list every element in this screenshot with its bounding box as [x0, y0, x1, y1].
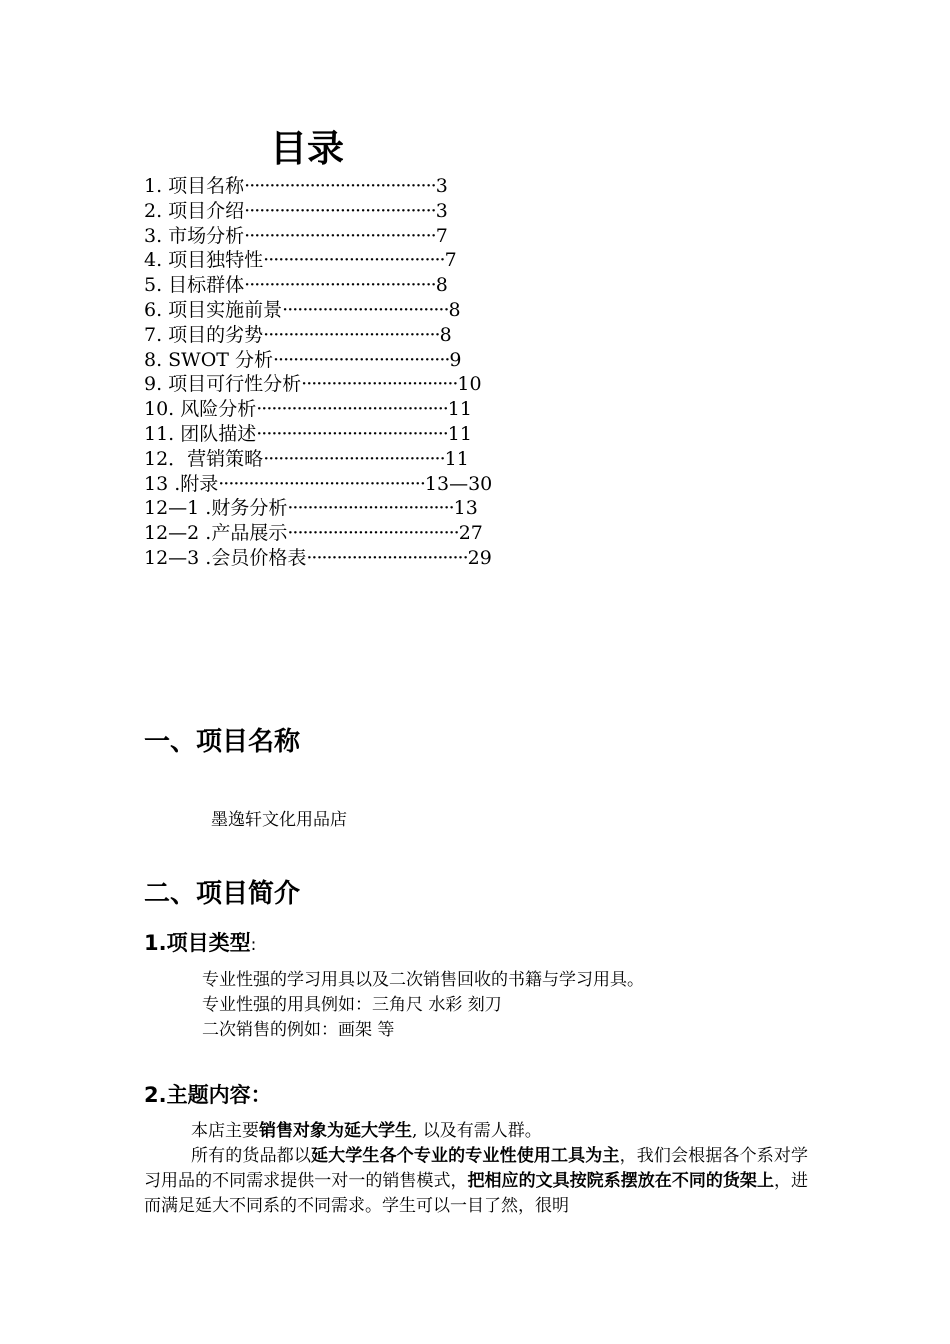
toc-entry-label: 11. 团队描述 [144, 422, 257, 445]
toc-entry-leader: ······································ [256, 398, 448, 421]
project-type-line-1: 专业性强的学习用具以及二次销售回收的书籍与学习用具。 [202, 970, 644, 990]
toc-entry-leader: ······································ [256, 422, 448, 445]
theme-p2-bold-2: 把相应的文具按院系摆放在不同的货架上 [467, 1171, 774, 1191]
toc-entry-label: 4. 项目独特性 [144, 249, 264, 272]
toc-entry[interactable] [144, 422, 614, 447]
toc-entry[interactable] [144, 546, 614, 571]
toc-entry-page: 9 [449, 348, 462, 371]
toc-entry-label: 12．营销策略 [144, 447, 264, 470]
toc-entry[interactable] [144, 472, 614, 497]
subheading-project-type-suffix: : [250, 935, 257, 955]
toc-entry-leader: ······································ [244, 199, 436, 222]
toc-entry-label: 1. 项目名称 [144, 175, 245, 197]
toc-entry-leader: ·································· [287, 522, 459, 545]
toc-entry-leader: ······································ [244, 274, 436, 297]
theme-paragraph-1 [144, 1119, 808, 1144]
toc-entry-label: 10. 风险分析 [144, 398, 257, 421]
section-heading-project-intro: 二、项目简介 [144, 879, 301, 909]
subheading-project-type-label: 1.项目类型 [144, 931, 251, 955]
toc-entry[interactable] [144, 273, 614, 298]
theme-p1-text-1: 本店主要 [191, 1121, 259, 1141]
toc-entry-leader: ································· [287, 497, 454, 520]
toc-entry-page: 10 [457, 373, 482, 396]
toc-entry-leader: ··································· [273, 348, 450, 371]
toc-entry-leader: ······································ [244, 224, 436, 247]
toc-entry-page: 7 [444, 249, 457, 272]
toc-entry-label: 2. 项目介绍 [144, 199, 245, 222]
toc-entry[interactable] [144, 348, 614, 373]
toc-entry[interactable] [144, 372, 614, 397]
theme-p1-text-2: , 以及有需人群。 [412, 1121, 542, 1141]
toc-entry-page: 13—30 [424, 472, 493, 495]
toc-entry-leader: ································· [282, 298, 449, 321]
toc-entry-page: 29 [467, 546, 492, 569]
theme-content-body [144, 1119, 808, 1219]
toc-entry-label: 7. 项目的劣势 [144, 323, 264, 346]
toc-title: 目录 [270, 127, 344, 170]
toc-entry[interactable] [144, 174, 614, 199]
toc-entry-page: 8 [448, 298, 461, 321]
theme-p1-bold-1: 销售对象为延大学生 [259, 1121, 412, 1141]
toc-entry-leader: ···································· [263, 447, 445, 470]
toc-entry-label: 13 .附录 [144, 472, 219, 495]
toc-entry-label: 3. 市场分析 [144, 224, 245, 247]
toc-entry-label: 5. 目标群体 [144, 274, 245, 297]
project-type-line-3: 二次销售的例如：画架 等 [202, 1020, 395, 1040]
toc-entry[interactable] [144, 521, 614, 546]
project-name-text: 墨逸轩文化用品店 [211, 810, 347, 830]
theme-p2-text-2: ，我们会根据各个系对学习用品的不同需求提供一对一的销售模式， [144, 1146, 809, 1191]
section-heading-project-name: 一、项目名称 [144, 727, 301, 757]
toc-entry-label: 12—1 .财务分析 [144, 497, 288, 520]
toc-entry-label: 6. 项目实施前景 [144, 298, 283, 321]
table-of-contents [144, 174, 614, 571]
toc-entry-page: 8 [439, 323, 452, 346]
toc-entry-page: 3 [435, 175, 448, 197]
project-type-line-2: 专业性强的用具例如：三角尺 水彩 刻刀 [202, 995, 502, 1015]
toc-entry-page: 3 [435, 199, 448, 222]
toc-entry[interactable] [144, 224, 614, 249]
toc-entry[interactable] [144, 447, 614, 472]
toc-entry-page: 13 [453, 497, 478, 520]
toc-entry-page: 27 [458, 522, 483, 545]
toc-entry-page: 8 [435, 274, 448, 297]
toc-entry[interactable] [144, 496, 614, 521]
toc-entry-page: 11 [447, 422, 472, 445]
toc-entry-page: 11 [444, 447, 469, 470]
subheading-project-type [144, 929, 256, 959]
theme-p2-text-1: 所有的货品都以 [191, 1146, 311, 1166]
toc-entry[interactable] [144, 323, 614, 348]
toc-entry-label: 9. 项目可行性分析 [144, 373, 302, 396]
toc-entry-leader: ································ [306, 546, 468, 569]
toc-entry-leader: ········································· [218, 472, 425, 495]
toc-entry-leader: ··································· [263, 323, 440, 346]
toc-entry-leader: ······························· [301, 373, 458, 396]
toc-entry[interactable] [144, 248, 614, 273]
toc-entry[interactable] [144, 199, 614, 224]
toc-entry-page: 11 [447, 398, 472, 421]
toc-entry-label: 8. SWOT 分析 [144, 348, 274, 371]
theme-p2-text-3: ，进而满足延大不同系的不同需求。学生可以一目了然，很明 [144, 1171, 809, 1216]
toc-entry[interactable] [144, 298, 614, 323]
toc-entry-leader: ···································· [263, 249, 445, 272]
toc-entry-page: 7 [435, 224, 448, 247]
toc-entry-label: 12—3 .会员价格表 [144, 546, 307, 569]
theme-paragraph-2 [144, 1144, 808, 1219]
theme-p2-bold-1: 延大学生各个专业的专业性使用工具为主 [311, 1146, 620, 1166]
toc-entry-leader: ······································ [244, 175, 436, 197]
toc-entry[interactable] [144, 397, 614, 422]
toc-entry-label: 12—2 .产品展示 [144, 522, 288, 545]
subheading-theme-content: 2.主题内容： [144, 1083, 272, 1107]
